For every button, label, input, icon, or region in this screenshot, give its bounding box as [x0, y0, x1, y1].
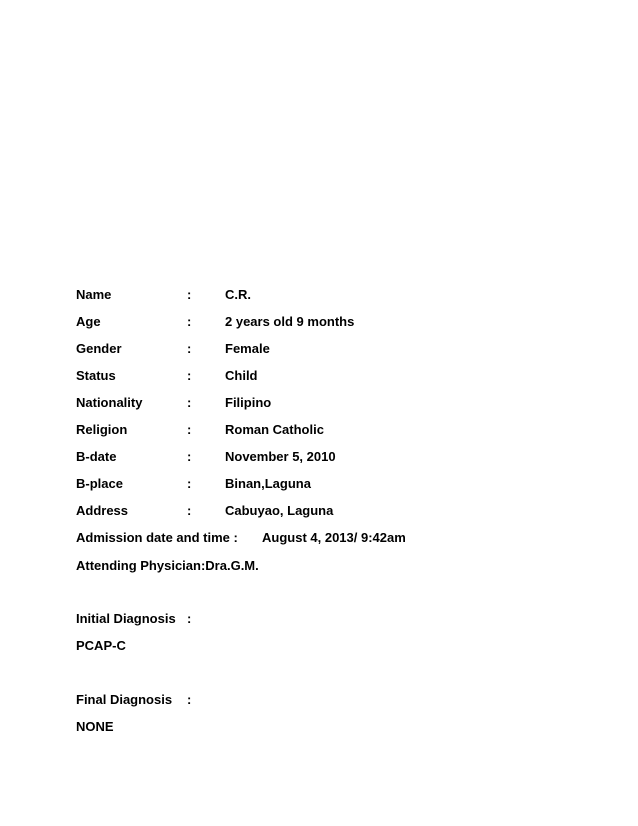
field-colon-religion: :: [187, 422, 192, 437]
field-colon-bdate: :: [187, 449, 192, 464]
field-colon-age: :: [187, 314, 192, 329]
field-value-bdate: November 5, 2010: [225, 449, 336, 464]
field-colon-name: :: [187, 287, 192, 302]
field-value-gender: Female: [225, 341, 270, 356]
field-label-nationality: Nationality: [76, 395, 143, 410]
field-label-gender: Gender: [76, 341, 122, 356]
field-colon-status: :: [187, 368, 192, 383]
field-value-religion: Roman Catholic: [225, 422, 324, 437]
final-diagnosis-value: NONE: [76, 719, 114, 734]
final-diagnosis-label: Final Diagnosis: [76, 692, 173, 707]
field-value-bplace: Binan,Laguna: [225, 476, 311, 491]
field-value-status: Child: [225, 368, 258, 383]
initial-diagnosis-label: Initial Diagnosis: [76, 611, 176, 626]
field-value-nationality: Filipino: [225, 395, 272, 410]
field-label-address: Address: [76, 503, 129, 518]
field-colon-bplace: :: [187, 476, 192, 491]
field-value-age: 2 years old 9 months: [225, 314, 355, 329]
field-label-name: Name: [76, 287, 112, 302]
admission-label: Admission date and time :: [76, 530, 238, 545]
field-label-age: Age: [76, 314, 101, 329]
field-value-name: C.R.: [225, 287, 251, 302]
field-label-religion: Religion: [76, 422, 128, 437]
field-label-bplace: B-place: [76, 476, 123, 491]
physician-label: Attending Physician:: [76, 558, 206, 573]
field-value-address: Cabuyao, Laguna: [225, 503, 334, 518]
physician-line: [76, 558, 259, 574]
field-label-status: Status: [76, 368, 116, 383]
final-diagnosis-colon: :: [187, 692, 192, 707]
admission-value: August 4, 2013/ 9:42am: [262, 530, 406, 545]
field-colon-address: :: [187, 503, 192, 518]
field-colon-nationality: :: [187, 395, 192, 410]
physician-value: Dra.G.M.: [205, 558, 259, 573]
field-label-bdate: B-date: [76, 449, 117, 464]
initial-diagnosis-colon: :: [187, 611, 192, 626]
field-colon-gender: :: [187, 341, 192, 356]
initial-diagnosis-value: PCAP-C: [76, 638, 126, 653]
